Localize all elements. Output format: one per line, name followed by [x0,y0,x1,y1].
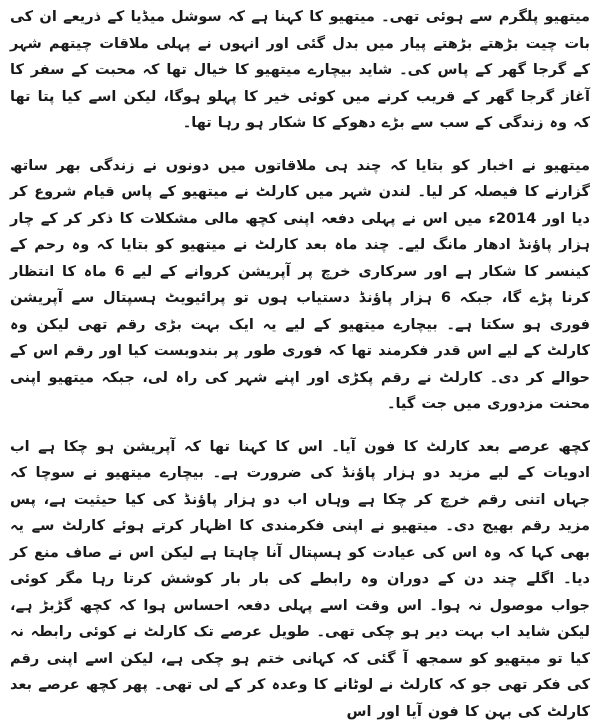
article-paragraph-3: کچھ عرصے بعد کارلٹ کا فون آیا۔ اس کا کہنا تھا کہ آپریشن ہو چکا ہے اب ادویات کے لیے مزید دو ہزار پاؤنڈ کی ضرورت ہے۔ بیچارے میتھیو نے سوچا کہ جہاں اتنی رقم خرچ کر چکا ہے وہاں اب دو ہزار پاؤنڈ کی کیا حیثیت ہے، پس مزید رقم بھیج دی۔ میتھیو نے اپنی فکرمندی کا اظہار کرتے ہوئے کارلٹ سے یہ بھی کہا کہ وہ اس کی عیادت کو ہسپتال آنا چاہتا ہے لیکن اس نے صاف منع کر دیا۔ اگلے چند دن کے دوران وہ رابطے کی بار بار کوشش کرتا رہا مگر کوئی جواب موصول نہ ہوا۔ اس وقت اسے پہلی دفعہ احساس ہوا کہ کچھ گڑبڑ ہے، لیکن شاید اب بہت دیر ہو چکی تھی۔ طویل عرصے تک کارلٹ نے کوئی رابطہ نہ کیا تو میتھیو کو سمجھ آ گئی کہ کہانی ختم ہو چکی ہے، لیکن اسے اپنی رقم کی فکر تھی جو کہ کارلٹ نے لوٹانے کا وعدہ کر کے لی تھی۔ پھر کچھ عرصے بعد کارلٹ کی بہن کا فون آیا اور اس [10,434,590,725]
article-paragraph-1: میتھیو پلگرم سے ہوئی تھی۔ میتھیو کا کہنا ہے کہ سوشل میڈیا کے ذریعے ان کی بات چیت بڑھتے بڑھتے پیار میں بدل گئی اور انہوں نے پہلی ملاقات چیتھم شہر کے گرجا گھر کے پاس کی۔ شاید بیچارے میتھیو کا خیال تھا کہ محبت کے سفر کا آغاز گرجا گھر کے قریب کرنے میں کوئی خیر کا پہلو ہوگا، لیکن اسے کیا پتا تھا کہ وہ زندگی کے سب سے بڑے دھوکے کا شکار ہو رہا تھا۔ [10,4,590,137]
article-paragraph-2: میتھیو نے اخبار کو بتایا کہ چند ہی ملاقاتوں میں دونوں نے زندگی بھر ساتھ گزارنے کا فیصلہ کر لیا۔ لندن شہر میں کارلٹ نے میتھیو کے پاس قیام شروع کر دیا اور 2014ء میں اس نے پہلی دفعہ اپنی کچھ مالی مشکلات کا ذکر کر کے چار ہزار پاؤنڈ ادھار مانگ لیے۔ چند ماہ بعد کارلٹ نے میتھیو کو بتایا کہ وہ رحم کے کینسر کا شکار ہے اور سرکاری خرچ پر آپریشن کروانے کے لیے 6 ماہ کا انتظار کرنا پڑے گا، جبکہ 6 ہزار پاؤنڈ دستیاب ہوں تو پرائیویٹ ہسپتال سے آپریشن فوری ہو سکتا ہے۔ بیچارے میتھیو کے لیے یہ ایک بہت بڑی رقم تھی لیکن وہ کارلٹ کے لیے اس قدر فکرمند تھا کہ فوری طور پر بندوبست کیا اور رقم اس کے حوالے کر دی۔ کارلٹ نے رقم پکڑی اور اپنے شہر کی راہ لی، جبکہ میتھیو اپنی محنت مزدوری میں جت گیا۔ [10,153,590,418]
